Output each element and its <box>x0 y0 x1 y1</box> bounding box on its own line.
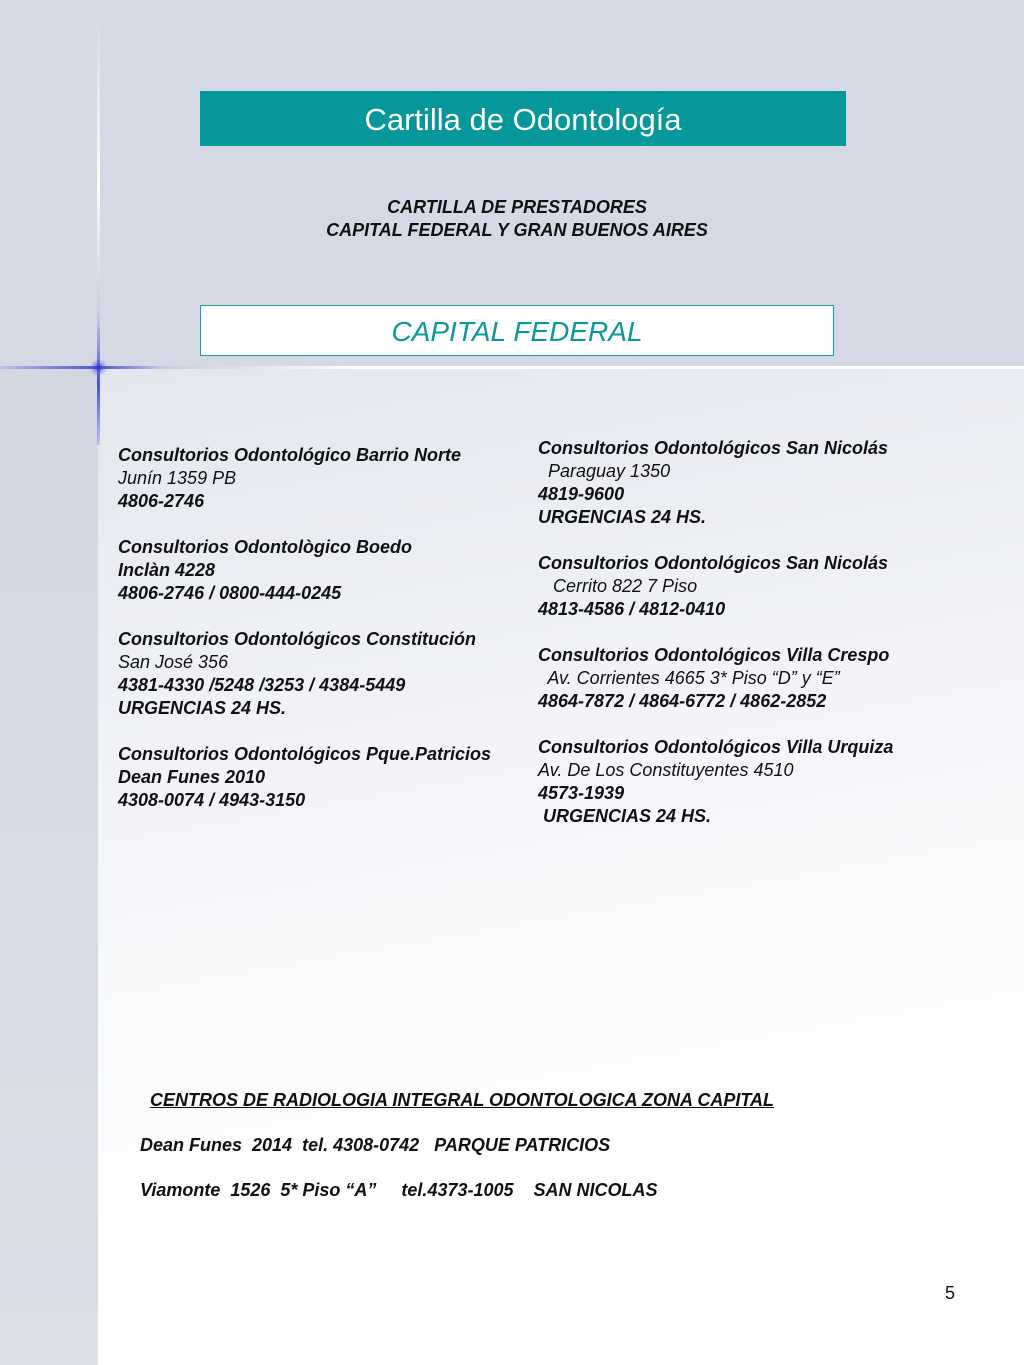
decorative-horizontal-line <box>0 366 1024 369</box>
left-margin-strip <box>0 368 98 1365</box>
provider-address: San José 356 <box>118 652 229 672</box>
provider-address: Junín 1359 PB <box>118 468 237 488</box>
provider-phone: 4573-1939 <box>538 783 625 803</box>
provider-phone: 4381-4330 /5248 /3253 / 4384-5449 <box>118 675 406 695</box>
provider-address: Inclàn 4228 <box>118 560 216 580</box>
decorative-star-glow <box>90 359 107 376</box>
provider-name: Consultorios Odontológicos San Nicolás <box>538 438 889 458</box>
provider-note: URGENCIAS 24 HS. <box>118 698 287 718</box>
provider-address: Cerrito 822 7 Piso <box>538 576 698 596</box>
provider-name: Consultorios Odontológicos Pque.Patricios <box>118 744 492 764</box>
page-title: Cartilla de Odontología <box>200 91 846 146</box>
decorative-vertical-line <box>97 15 100 445</box>
provider-phone: 4806-2746 <box>118 491 205 511</box>
provider-entry <box>538 552 958 621</box>
left-provider-column <box>118 444 528 835</box>
provider-phone: 4308-0074 / 4943-3150 <box>118 790 306 810</box>
provider-entry <box>538 644 958 713</box>
provider-entry <box>118 628 528 720</box>
provider-phone: 4806-2746 / 0800-444-0245 <box>118 583 342 603</box>
provider-entry <box>538 437 958 529</box>
subtitle-line-1: CARTILLA DE PRESTADORES <box>387 197 647 217</box>
provider-name: Consultorios Odontológicos Constitución <box>118 629 476 649</box>
provider-entry <box>538 736 958 828</box>
provider-phone: 4864-7872 / 4864-6772 / 4862-2852 <box>538 691 827 711</box>
right-provider-column <box>538 437 958 851</box>
provider-name: Consultorios Odontológicos Villa Urquiza <box>538 737 894 757</box>
provider-entry <box>118 444 528 513</box>
provider-name: Consultorios Odontológicos San Nicolás <box>538 553 889 573</box>
provider-phone: 4813-4586 / 4812-0410 <box>538 599 726 619</box>
radiology-line-1: Dean Funes 2014 tel. 4308-0742 PARQUE PATRICIOS <box>140 1135 611 1155</box>
provider-note: URGENCIAS 24 HS. <box>538 806 712 826</box>
provider-address: Paraguay 1350 <box>538 461 671 481</box>
provider-name: Consultorios Odontològico Boedo <box>118 537 412 557</box>
provider-name: Consultorios Odontológico Barrio Norte <box>118 445 461 465</box>
radiology-line-2: Viamonte 1526 5* Piso “A” tel.4373-1005 SAN NICOLAS <box>140 1180 658 1200</box>
radiology-title: CENTROS DE RADIOLOGIA INTEGRAL ODONTOLOGICA ZONA CAPITAL <box>150 1090 774 1110</box>
provider-entry <box>118 743 528 812</box>
provider-note: URGENCIAS 24 HS. <box>538 507 707 527</box>
subtitle-block <box>200 196 834 242</box>
provider-address: Av. Corrientes 4665 3* Piso “D” y “E” <box>538 668 840 688</box>
section-title: CAPITAL FEDERAL <box>200 305 834 356</box>
provider-address: Av. De Los Constituyentes 4510 <box>538 760 794 780</box>
subtitle-line-2: CAPITAL FEDERAL Y GRAN BUENOS AIRES <box>326 220 708 240</box>
provider-address: Dean Funes 2010 <box>118 767 266 787</box>
provider-entry <box>118 536 528 605</box>
page-number: 5 <box>944 1283 955 1303</box>
radiology-section <box>140 1089 880 1202</box>
provider-name: Consultorios Odontológicos Villa Crespo <box>538 645 890 665</box>
provider-phone: 4819-9600 <box>538 484 625 504</box>
